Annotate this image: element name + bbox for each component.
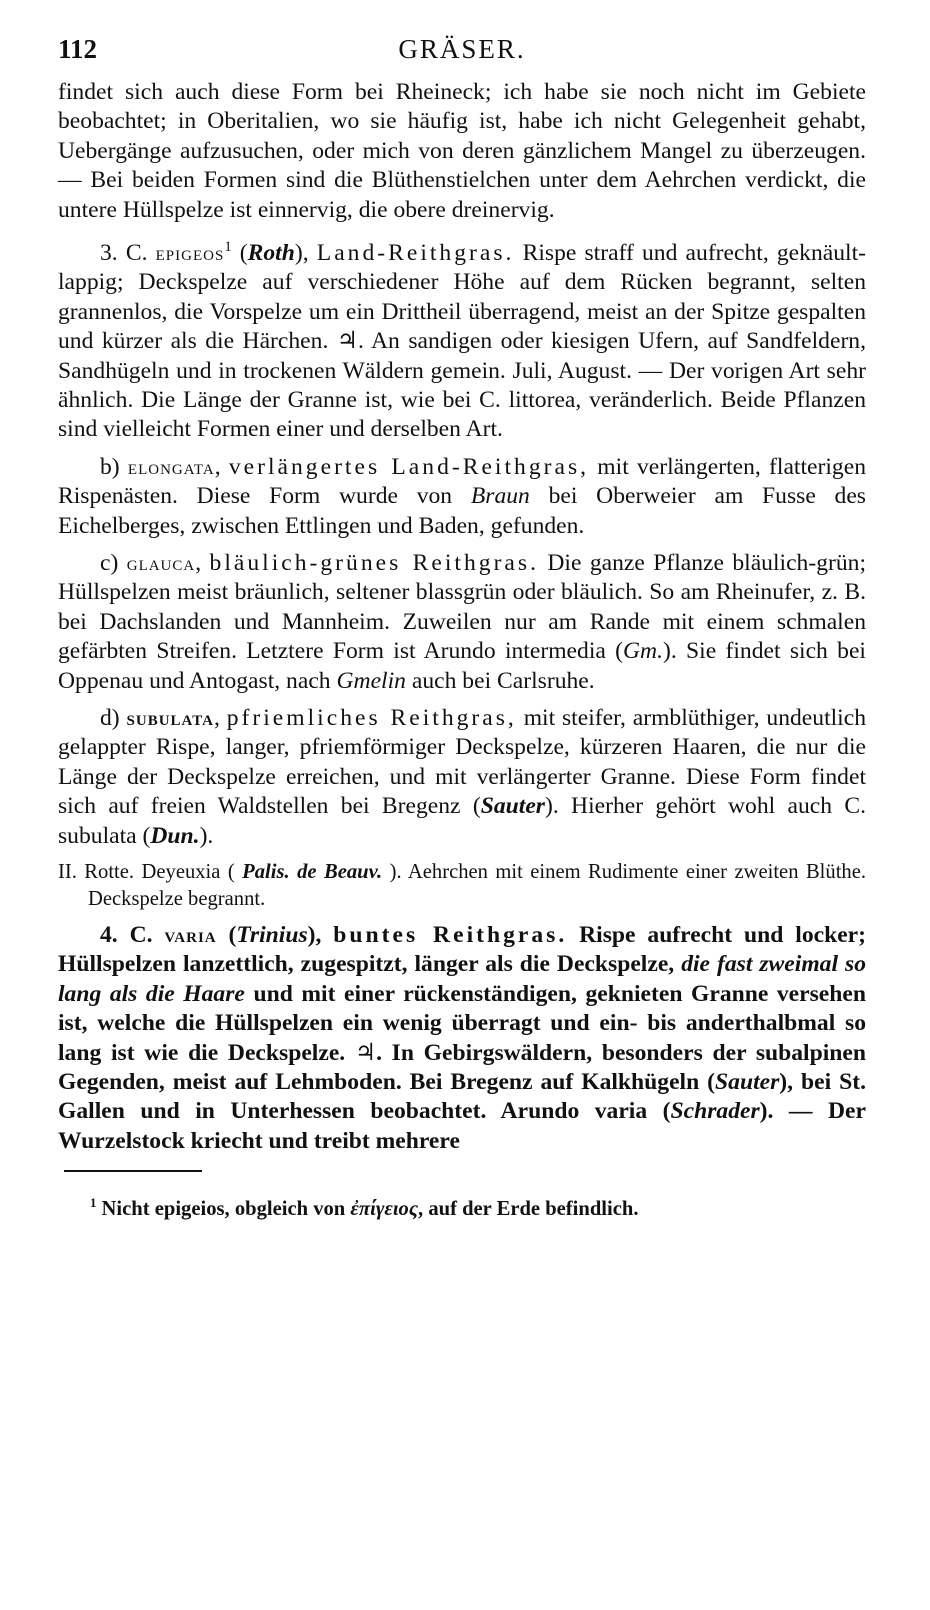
- species-number: 3. C.: [100, 239, 148, 266]
- footnote-mark: 1: [90, 1196, 97, 1211]
- variety-description-cont: ). Sie findet sich bei Oppenau und Antogast, nach: [58, 638, 866, 694]
- species-paragraph: 4. C. varia (Trinius), buntes Reithgras. Rispe aufrecht und locker; Hüllspelzen lanzettlich, zugespitzt, länger als die Deckspelze, die fast zweimal so lang als die Haare und mit einer rückenständigen, geknieten Granne versehen ist, welche die Hüllspelzen ein wenig überragt und ein- bis anderthalbmal so lang ist wie die Deckspelze. ♃. In Gebirgswäldern, besonders der subalpinen Gegenden, meist auf Lehmboden. Bei Bregenz auf Kalkhügeln (Sauter), bei St. Gallen und in Unterhessen beobachtet. Arundo varia (Schrader). — Der Wurzelstock kriecht und treibt mehrere: [58, 922, 867, 1154]
- species-author: Roth: [247, 239, 295, 266]
- footnote-text: Nicht epigeios, obgleich von: [101, 1198, 346, 1221]
- variety-name: subulata: [126, 705, 214, 730]
- species-description: Rispe aufrecht und locker; Hüllspelzen lanzettlich, zugespitzt, länger als die Deckspelze,: [58, 922, 867, 978]
- page-header: [58, 28, 866, 78]
- variety-description: mit verlängerten, flatterigen Rispenästen. Diese Form wurde von: [58, 453, 866, 510]
- variety-paragraph: b) elongata, verlängertes Land-Reithgras, mit verlängerten, flatterigen Rispenästen. Diese Form wurde von Braun bei Oberweier am Fusse des Eichelberges, zwischen Ettlingen und Baden, gefunden.: [58, 453, 866, 539]
- species-name: epigeos: [155, 240, 225, 265]
- variety-label: d): [100, 704, 120, 731]
- author-reference: Dun.: [150, 822, 200, 849]
- species-description-cont: und mit einer rückenständigen, geknieten Granne versehen ist, welche die Hüllspelzen ein wenig überragt und ein- bis anderthalbmal so lang ist wie die Deckspelze. ♃. In Gebirgswäldern, besonders der subalpinen Gegenden, meist auf Lehmboden. Bei Bregenz auf Kalkhügeln (: [58, 980, 866, 1096]
- author-reference: Gm.: [623, 638, 663, 665]
- section-lead: II. Rotte. Deyeuxia (: [58, 861, 235, 884]
- paragraph-text: findet sich auch diese Form bei Rheineck; ich habe sie noch nicht im Gebiete beobachtet; in Oberitalien, wo sie häufig ist, habe ich nicht Gelegenheit gehabt, Uebergänge aufzusuchen, oder mich von deren gänzlichem Mangel zu überzeugen. — Bei beiden Formen sind die Blüthenstielchen unter dem Aehrchen verdickt, die untere Hüllspelze ist einnervig, die obere dreinervig.: [58, 79, 866, 223]
- species-description: Rispe straff und aufrecht, geknäult-lappig; Deckspelze auf verschiedener Höhe auf dem Rücken begrannt, selten grannenlos, die Vorspelze um ein Drittheil überragend, meist an der Spitze gespalten und kürzer als die Härchen. ♃. An sandigen oder kiesigen Ufern, auf Sandfeldern, Sandhügeln und in trockenen Wäldern gemein. Juli, August. — Der vorigen Art sehr ähnlich. Die Länge der Granne ist, wie bei C. littorea, veränderlich. Beide Pflanzen sind vielleicht Formen einer und derselben Art.: [58, 239, 866, 443]
- author-reference: Schrader: [670, 1098, 760, 1125]
- variety-name: elongata: [127, 454, 215, 479]
- footnote: [58, 1190, 866, 1222]
- species-epigeos: [58, 233, 866, 445]
- common-name: bläulich-grünes Reithgras.: [209, 549, 539, 576]
- species-varia: [58, 921, 866, 1156]
- section-rotte: [58, 859, 866, 913]
- author-reference: Braun: [470, 483, 530, 510]
- author-reference: Sauter: [715, 1069, 780, 1096]
- author-reference: Sauter: [480, 793, 545, 820]
- species-description-cont: ), bei St. Gallen und in Unterhessen beobachtet. Arundo varia (: [58, 1069, 866, 1125]
- author-reference: Palis. de Beauv.: [242, 861, 383, 884]
- species-name: varia: [164, 923, 217, 948]
- common-name: Land-Reithgras.: [316, 239, 515, 266]
- running-title: GRÄSER.: [398, 34, 526, 64]
- common-name: verlängertes Land-Reithgras,: [228, 453, 590, 480]
- greek-word: ἐπίγειος: [350, 1198, 419, 1221]
- variety-label: c): [100, 549, 119, 576]
- common-name: buntes Reithgras.: [333, 922, 568, 949]
- variety-elongata: [58, 453, 866, 541]
- footnote-text-end: , auf der Erde befindlich.: [418, 1198, 639, 1221]
- variety-description: mit steifer, armblüthiger, undeutlich gelappter Rispe, langer, pfriemförmiger Deckspelze, kürzeren Haaren, die nur die Länge der Deckspelze erreichen, und mit verlängerter Granne. Diese Form findet sich auf freien Waldstellen bei Bregenz (: [58, 704, 866, 820]
- author-reference: Gmelin: [336, 667, 406, 694]
- variety-description-end: bei Oberweier am Fusse des Eichelberges, zwischen Ettlingen und Baden, gefunden.: [58, 483, 866, 539]
- paragraph-continued: [58, 78, 866, 225]
- variety-paragraph: c) glauca, bläulich-grünes Reithgras. Die ganze Pflanze bläulich-grün; Hüllspelzen meist bräunlich, seltener blassgrün oder bläulich. So am Rheinufer, z. B. bei Dachslanden und Mannheim. Zuweilen nur am Rande mit einem schmalen gefärbten Streifen. Letztere Form ist Arundo intermedia (Gm.). Sie findet sich bei Oppenau und Antogast, nach Gmelin auch bei Carlsruhe.: [58, 549, 866, 694]
- section-description: ). Aehrchen mit einem Rudimente einer zweiten Blüthe. Deckspelze begrannt.: [88, 861, 867, 911]
- variety-name: glauca: [126, 550, 196, 575]
- species-author: Trinius: [236, 922, 308, 949]
- variety-description-end: auch bei Carlsruhe.: [411, 667, 595, 694]
- variety-subulata: [58, 704, 866, 851]
- book-page: [58, 28, 866, 1222]
- page-number: 112: [58, 34, 98, 64]
- variety-description: Die ganze Pflanze bläulich-grün; Hüllspelzen meist bräunlich, seltener blassgrün oder bläulich. So am Rheinufer, z. B. bei Dachslanden und Mannheim. Zuweilen nur am Rande mit einem schmalen gefärbten Streifen. Letztere Form ist Arundo intermedia (: [58, 549, 866, 665]
- common-name: pfriemliches Reithgras,: [226, 704, 517, 731]
- species-number: 4. C.: [100, 922, 153, 949]
- variety-description-end: ).: [199, 822, 214, 849]
- footnote-divider: [64, 1170, 202, 1172]
- footnote-ref: 1: [224, 239, 232, 256]
- variety-label: b): [100, 453, 120, 480]
- emphasized-text: die fast zweimal so lang als die Haare: [58, 951, 866, 1007]
- species-paragraph: 3. C. epigeos$^1$ (Roth), Land-Reithgras. Rispe straff und aufrecht, geknäult-lappig; Deckspelze auf verschiedener Höhe auf dem Rücken begrannt, selten grannenlos, die Vorspelze um ein Drittheil überragend, meist an der Spitze gespalten und kürzer als die Härchen. ♃. An sandigen oder kiesigen Ufern, auf Sandfeldern, Sandhügeln und in trockenen Wäldern gemein. Juli, August. — Der vorigen Art sehr ähnlich. Die Länge der Granne ist, wie bei C. littorea, veränderlich. Beide Pflanzen sind vielleicht Formen einer und derselben Art.: [58, 239, 866, 443]
- variety-description-cont: ). Hierher gehört wohl auch C. subulata (: [58, 793, 867, 849]
- section-heading: [58, 859, 866, 913]
- variety-glauca: [58, 549, 866, 696]
- variety-paragraph: d) subulata, pfriemliches Reithgras, mit steifer, armblüthiger, undeutlich gelappter Rispe, langer, pfriemförmiger Deckspelze, kürzeren Haaren, die nur die Länge der Deckspelze erreichen, und mit verlängerter Granne. Diese Form findet sich auf freien Waldstellen bei Bregenz (Sauter). Hierher gehört wohl auch C. subulata (Dun.).: [58, 704, 867, 849]
- species-description-end: ). — Der Wurzelstock kriecht und treibt mehrere: [58, 1098, 866, 1154]
